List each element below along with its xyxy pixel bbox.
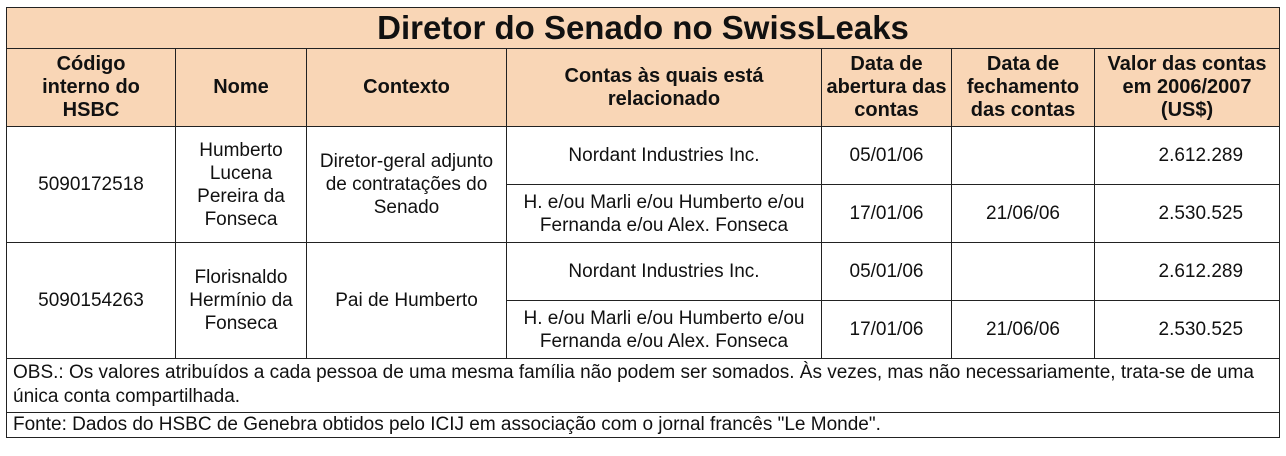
- conta-cell: H. e/ou Marli e/ou Humberto e/ou Fernanda e/ou Alex. Fonseca: [507, 301, 822, 359]
- source-note: Fonte: Dados do HSBC de Genebra obtidos pelo ICIJ em associação com o jornal francês "Le Monde".: [7, 413, 1280, 438]
- codigo-cell: 5090172518: [7, 127, 176, 243]
- valor-cell: 2.530.525: [1095, 301, 1280, 359]
- conta-cell: Nordant Industries Inc.: [507, 127, 822, 185]
- valor-cell: 2.530.525: [1095, 185, 1280, 243]
- codigo-cell: 5090154263: [7, 243, 176, 359]
- header-fechamento: Data de fechamento das contas: [952, 49, 1095, 127]
- abertura-cell: 17/01/06: [822, 185, 952, 243]
- valor-cell: 2.612.289: [1095, 127, 1280, 185]
- title-row: [7, 8, 1280, 49]
- swissleaks-table: [6, 7, 1280, 438]
- table-title: Diretor do Senado no SwissLeaks: [7, 8, 1280, 49]
- header-abertura: Data de abertura das contas: [822, 49, 952, 127]
- header-row: [7, 49, 1280, 127]
- obs-row: [7, 359, 1280, 413]
- conta-cell: Nordant Industries Inc.: [507, 243, 822, 301]
- conta-cell: H. e/ou Marli e/ou Humberto e/ou Fernanda e/ou Alex. Fonseca: [507, 185, 822, 243]
- header-codigo: Código interno do HSBC: [7, 49, 176, 127]
- abertura-cell: 05/01/06: [822, 127, 952, 185]
- header-nome: Nome: [176, 49, 307, 127]
- contexto-cell: Pai de Humberto: [307, 243, 507, 359]
- nome-cell: Humberto Lucena Pereira da Fonseca: [176, 127, 307, 243]
- header-contexto: Contexto: [307, 49, 507, 127]
- abertura-cell: 17/01/06: [822, 301, 952, 359]
- nome-cell: Florisnaldo Hermínio da Fonseca: [176, 243, 307, 359]
- obs-note: OBS.: Os valores atribuídos a cada pessoa de uma mesma família não podem ser somados. Às vezes, mas não necessariamente, trata-se de uma única conta compartilhada.: [7, 359, 1280, 413]
- fechamento-cell: 21/06/06: [952, 301, 1095, 359]
- table-row: [7, 127, 1280, 185]
- fechamento-cell: [952, 243, 1095, 301]
- valor-cell: 2.612.289: [1095, 243, 1280, 301]
- header-contas: Contas às quais está relacionado: [507, 49, 822, 127]
- abertura-cell: 05/01/06: [822, 243, 952, 301]
- header-valor: Valor das contas em 2006/2007 (US$): [1095, 49, 1280, 127]
- table-row: [7, 243, 1280, 301]
- fechamento-cell: 21/06/06: [952, 185, 1095, 243]
- source-row: [7, 413, 1280, 438]
- fechamento-cell: [952, 127, 1095, 185]
- contexto-cell: Diretor-geral adjunto de contratações do Senado: [307, 127, 507, 243]
- swissleaks-table-container: [6, 7, 1279, 438]
